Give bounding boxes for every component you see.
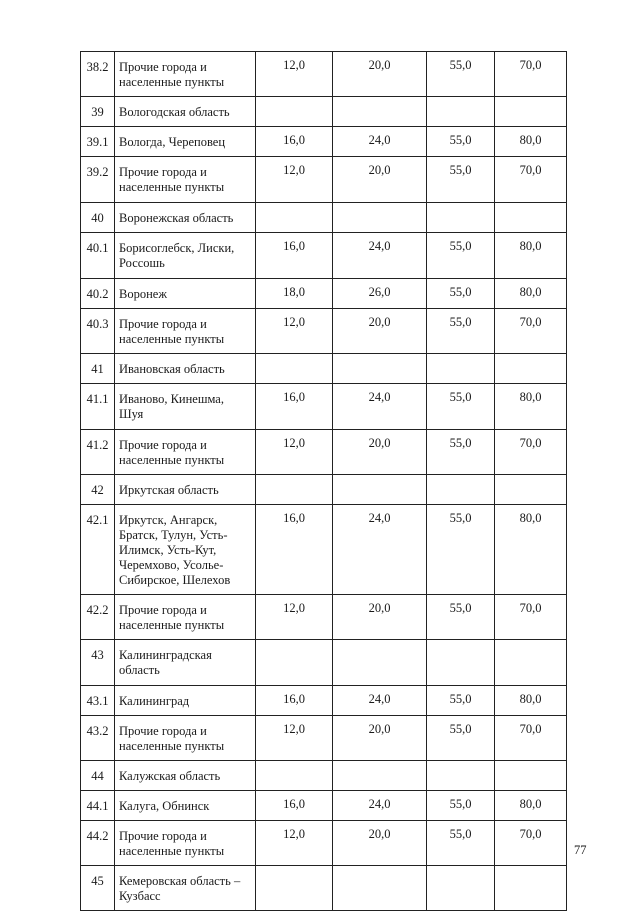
- value-cell-4: [495, 203, 567, 233]
- value-cell-3: 55,0: [427, 52, 495, 97]
- row-name-cell: Воронеж: [115, 279, 256, 309]
- row-name-cell: Прочие города и населенные пункты: [115, 309, 256, 354]
- value-cell-3: [427, 761, 495, 791]
- row-number-cell: 39.1: [81, 127, 115, 157]
- row-name-cell: Калининград: [115, 686, 256, 716]
- value-cell-1: [256, 640, 333, 686]
- value-cell-2: [333, 640, 427, 686]
- value-cell-1: 12,0: [256, 430, 333, 475]
- row-number-cell: 43: [81, 640, 115, 686]
- row-name-cell: Воронежская область: [115, 203, 256, 233]
- value-cell-2: [333, 354, 427, 384]
- value-cell-2: 20,0: [333, 595, 427, 640]
- row-number-cell: 40.2: [81, 279, 115, 309]
- value-cell-3: 55,0: [427, 127, 495, 157]
- row-number-cell: 45: [81, 866, 115, 911]
- value-cell-2: 26,0: [333, 279, 427, 309]
- table-row: [81, 354, 567, 384]
- row-number-cell: 42.1: [81, 505, 115, 595]
- value-cell-1: 12,0: [256, 716, 333, 761]
- value-cell-1: 16,0: [256, 384, 333, 430]
- value-cell-4: 80,0: [495, 686, 567, 716]
- table-row: [81, 233, 567, 279]
- value-cell-1: 12,0: [256, 52, 333, 97]
- value-cell-1: 16,0: [256, 505, 333, 595]
- value-cell-2: 24,0: [333, 686, 427, 716]
- row-number-cell: 43.2: [81, 716, 115, 761]
- value-cell-1: [256, 866, 333, 911]
- table-row: [81, 309, 567, 354]
- row-number-cell: 44.2: [81, 821, 115, 866]
- value-cell-3: 55,0: [427, 716, 495, 761]
- value-cell-1: 12,0: [256, 595, 333, 640]
- value-cell-2: 20,0: [333, 52, 427, 97]
- value-cell-1: [256, 475, 333, 505]
- value-cell-4: [495, 640, 567, 686]
- row-name-cell: Иркутск, Ангарск, Братск, Тулун, Усть-Илимск, Усть-Кут, Черемхово, Усолье-Сибирское, Шелехов: [115, 505, 256, 595]
- value-cell-1: 16,0: [256, 791, 333, 821]
- table-row: [81, 430, 567, 475]
- table-row: [81, 821, 567, 866]
- value-cell-2: [333, 866, 427, 911]
- value-cell-1: [256, 354, 333, 384]
- table-row: [81, 640, 567, 686]
- value-cell-1: 16,0: [256, 233, 333, 279]
- row-number-cell: 44: [81, 761, 115, 791]
- value-cell-3: [427, 475, 495, 505]
- value-cell-4: [495, 97, 567, 127]
- value-cell-2: 20,0: [333, 309, 427, 354]
- value-cell-3: 55,0: [427, 505, 495, 595]
- row-number-cell: 41.2: [81, 430, 115, 475]
- row-number-cell: 42: [81, 475, 115, 505]
- value-cell-4: [495, 866, 567, 911]
- row-number-cell: 39: [81, 97, 115, 127]
- row-name-cell: Калужская область: [115, 761, 256, 791]
- value-cell-4: [495, 761, 567, 791]
- row-name-cell: Калининградская область: [115, 640, 256, 686]
- value-cell-4: [495, 354, 567, 384]
- table-row: [81, 384, 567, 430]
- value-cell-4: 80,0: [495, 505, 567, 595]
- value-cell-1: 12,0: [256, 309, 333, 354]
- value-cell-1: 16,0: [256, 127, 333, 157]
- value-cell-1: 18,0: [256, 279, 333, 309]
- row-name-cell: Прочие города и населенные пункты: [115, 157, 256, 203]
- row-number-cell: 41.1: [81, 384, 115, 430]
- value-cell-4: [495, 475, 567, 505]
- value-cell-3: 55,0: [427, 233, 495, 279]
- value-cell-1: [256, 761, 333, 791]
- row-number-cell: 38.2: [81, 52, 115, 97]
- row-name-cell: Прочие города и населенные пункты: [115, 595, 256, 640]
- value-cell-4: 70,0: [495, 821, 567, 866]
- table-row: [81, 505, 567, 595]
- value-cell-2: [333, 97, 427, 127]
- table-row: [81, 203, 567, 233]
- value-cell-4: 80,0: [495, 384, 567, 430]
- table-row: [81, 791, 567, 821]
- page-number: 77: [574, 843, 587, 857]
- row-number-cell: 40: [81, 203, 115, 233]
- table-row: [81, 686, 567, 716]
- row-name-cell: Прочие города и населенные пункты: [115, 821, 256, 866]
- value-cell-2: 20,0: [333, 716, 427, 761]
- value-cell-3: 55,0: [427, 791, 495, 821]
- value-cell-2: 20,0: [333, 157, 427, 203]
- value-cell-3: 55,0: [427, 309, 495, 354]
- value-cell-4: 80,0: [495, 791, 567, 821]
- row-number-cell: 40.1: [81, 233, 115, 279]
- value-cell-2: [333, 761, 427, 791]
- value-cell-3: [427, 866, 495, 911]
- value-cell-2: 24,0: [333, 384, 427, 430]
- value-cell-2: 24,0: [333, 791, 427, 821]
- value-cell-3: [427, 354, 495, 384]
- value-cell-3: 55,0: [427, 157, 495, 203]
- table-body: [81, 52, 567, 911]
- row-name-cell: Калуга, Обнинск: [115, 791, 256, 821]
- row-number-cell: 40.3: [81, 309, 115, 354]
- row-name-cell: Кемеровская область – Кузбасс: [115, 866, 256, 911]
- value-cell-4: 80,0: [495, 233, 567, 279]
- value-cell-3: [427, 97, 495, 127]
- table-row: [81, 279, 567, 309]
- row-number-cell: 41: [81, 354, 115, 384]
- value-cell-4: 70,0: [495, 430, 567, 475]
- table-row: [81, 97, 567, 127]
- value-cell-4: 70,0: [495, 716, 567, 761]
- value-cell-2: [333, 475, 427, 505]
- value-cell-1: 12,0: [256, 821, 333, 866]
- row-name-cell: Прочие города и населенные пункты: [115, 52, 256, 97]
- value-cell-2: [333, 203, 427, 233]
- value-cell-4: 70,0: [495, 309, 567, 354]
- value-cell-3: 55,0: [427, 430, 495, 475]
- value-cell-2: 20,0: [333, 430, 427, 475]
- value-cell-2: 20,0: [333, 821, 427, 866]
- value-cell-2: 24,0: [333, 505, 427, 595]
- value-cell-1: [256, 203, 333, 233]
- value-cell-3: [427, 203, 495, 233]
- row-name-cell: Иваново, Кинешма, Шуя: [115, 384, 256, 430]
- value-cell-4: 70,0: [495, 52, 567, 97]
- value-cell-4: 70,0: [495, 157, 567, 203]
- value-cell-3: 55,0: [427, 279, 495, 309]
- value-cell-4: 70,0: [495, 595, 567, 640]
- value-cell-3: 55,0: [427, 821, 495, 866]
- value-cell-1: 12,0: [256, 157, 333, 203]
- tariff-table: [80, 51, 567, 911]
- row-number-cell: 44.1: [81, 791, 115, 821]
- table-row: [81, 475, 567, 505]
- table-row: [81, 127, 567, 157]
- row-number-cell: 43.1: [81, 686, 115, 716]
- table-row: [81, 866, 567, 911]
- table-row: [81, 52, 567, 97]
- value-cell-4: 80,0: [495, 127, 567, 157]
- table-row: [81, 716, 567, 761]
- row-number-cell: 39.2: [81, 157, 115, 203]
- row-name-cell: Вологда, Череповец: [115, 127, 256, 157]
- value-cell-1: [256, 97, 333, 127]
- value-cell-2: 24,0: [333, 127, 427, 157]
- value-cell-1: 16,0: [256, 686, 333, 716]
- value-cell-3: 55,0: [427, 384, 495, 430]
- row-number-cell: 42.2: [81, 595, 115, 640]
- table-row: [81, 157, 567, 203]
- row-name-cell: Прочие города и населенные пункты: [115, 716, 256, 761]
- row-name-cell: Вологодская область: [115, 97, 256, 127]
- row-name-cell: Иркутская область: [115, 475, 256, 505]
- table-row: [81, 761, 567, 791]
- table-row: [81, 595, 567, 640]
- value-cell-4: 80,0: [495, 279, 567, 309]
- value-cell-2: 24,0: [333, 233, 427, 279]
- value-cell-3: 55,0: [427, 686, 495, 716]
- value-cell-3: [427, 640, 495, 686]
- row-name-cell: Борисоглебск, Лиски, Россошь: [115, 233, 256, 279]
- row-name-cell: Ивановская область: [115, 354, 256, 384]
- row-name-cell: Прочие города и населенные пункты: [115, 430, 256, 475]
- value-cell-3: 55,0: [427, 595, 495, 640]
